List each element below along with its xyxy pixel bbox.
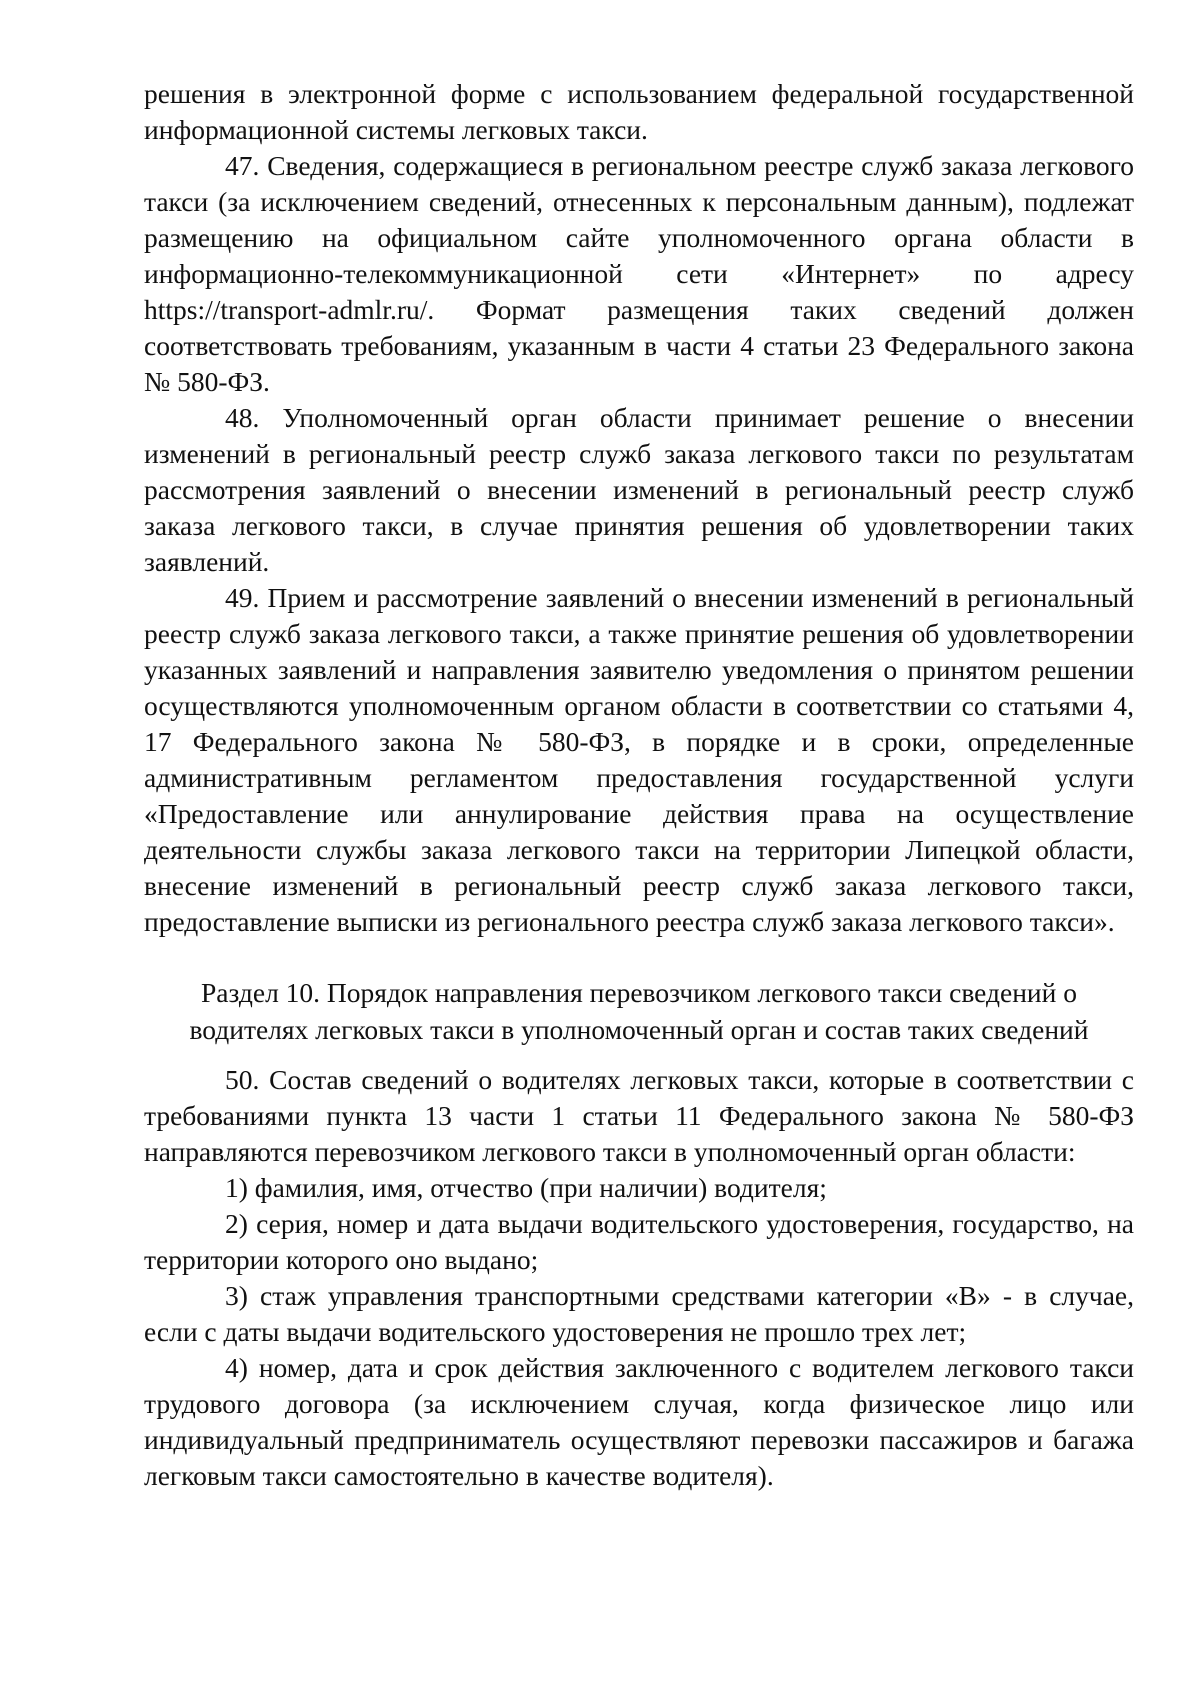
paragraph-47: 47. Сведения, содержащиеся в региональном реестре служб заказа легкового такси (за исключением сведений, отнесенных к персональным данным), подлежат размещению на официальном сайте уполномоченного органа области в информационно-телекоммуникационной сети «Интернет» по адресу https://transport-admlr.ru/. Формат размещения таких сведений должен соответствовать требованиям, указанным в части 4 статьи 23 Федерального закона № 580-ФЗ. (144, 150, 1134, 397)
paragraph-continuation: решения в электронной форме с использованием федеральной государственной информационной системы легковых такси. (144, 78, 1134, 145)
section-heading: Раздел 10. Порядок направления перевозчиком легкового такси сведений о водителях легковых такси в уполномоченный орган и состав таких сведений (189, 977, 1089, 1045)
paragraph-50: 50. Состав сведений о водителях легковых такси, которые в соответствии с требованиями пункта 13 части 1 статьи 11 Федерального закона № 580-ФЗ направляются перевозчиком легкового такси в уполномоченный орган области: (144, 1064, 1134, 1167)
paragraph-48: 48. Уполномоченный орган области принимает решение о внесении изменений в региональный реестр служб заказа легкового такси по результатам рассмотрения заявлений о внесении изменений в региональный реестр служб заказа легкового такси, в случае принятия решения об удовлетворении таких заявлений. (144, 402, 1134, 577)
document-body (144, 76, 1134, 1494)
list-item-2: 2) серия, номер и дата выдачи водительского удостоверения, государство, на территории которого оно выдано; (144, 1208, 1134, 1275)
list-item-1: 1) фамилия, имя, отчество (при наличии) водителя; (225, 1172, 827, 1203)
list-item-4: 4) номер, дата и срок действия заключенного с водителем легкового такси трудового договора (за исключением случая, когда физическое лицо или индивидуальный предприниматель осуществляют перевозки пассажиров и багажа легковым такси самостоятельно в качестве водителя). (144, 1352, 1134, 1491)
paragraph-49: 49. Прием и рассмотрение заявлений о внесении изменений в региональный реестр служб заказа легкового такси, а также принятие решения об удовлетворении указанных заявлений и направления заявителю уведомления о принятом решении осуществляются уполномоченным органом области в соответствии со статьями 4, 17 Федерального закона № 580-ФЗ, в порядке и в сроки, определенные административным регламентом предоставления государственной услуги «Предоставление или аннулирование действия права на осуществление деятельности службы заказа легкового такси на территории Липецкой области, внесение изменений в региональный реестр служб заказа легкового такси, предоставление выписки из регионального реестра служб заказа легкового такси». (144, 582, 1134, 937)
list-item-3: 3) стаж управления транспортными средствами категории «B» - в случае, если с даты выдачи водительского удостоверения не прошло трех лет; (144, 1280, 1134, 1347)
